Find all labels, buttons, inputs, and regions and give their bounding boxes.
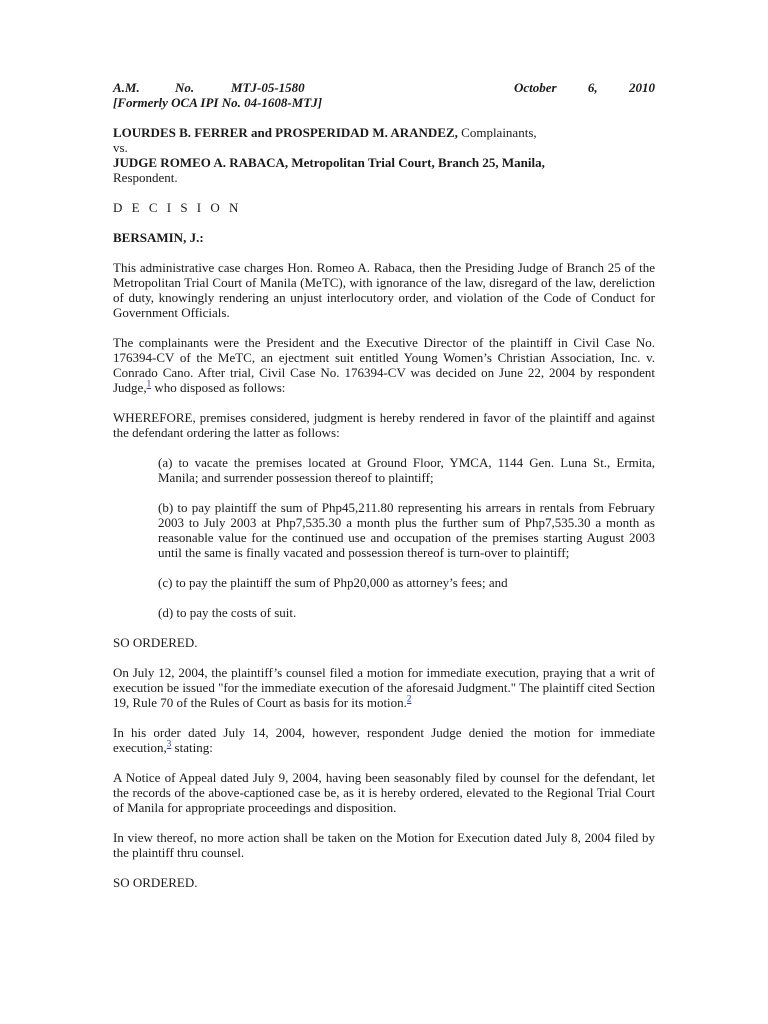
decision-date	[514, 80, 655, 95]
parties-block	[113, 125, 655, 185]
paragraph-2	[113, 335, 655, 395]
paragraph-wherefore: WHEREFORE, premises considered, judgment is hereby rendered in favor of the plaintiff and against the defendant ordering the latter as follows:	[113, 410, 655, 440]
dispositive-item-b: (b) to pay plaintiff the sum of Php45,211.80 representing his arrears in rentals from February 2003 to July 2003 at Php7,535.30 a month plus the further sum of Php7,535.30 a month as reasonable value for the continued use and occupation of the premises starting August 2003 until the same is finally vacated and possession thereof is turn-over to plaintiff;	[158, 500, 655, 560]
footnote-link-3[interactable]: 3	[166, 738, 172, 749]
paragraph-5-text: In his order dated July 14, 2004, however, respondent Judge denied the motion for immediate execution,	[113, 725, 655, 755]
no-label: No.	[175, 80, 195, 95]
paragraph-2-text: The complainants were the President and the Executive Director of the plaintiff in Civil Case No. 176394-CV of the MeTC, an ejectment suit entitled Young Women’s Christian Association, Inc. v. Conrado Cano. After trial, Civil Case No. 176394-CV was decided on June 22, 2004 by respondent Judge,	[113, 335, 655, 395]
decision-title: D E C I S I O N	[113, 200, 242, 215]
complainants-role: Complainants,	[457, 125, 537, 140]
formerly-case-number: [Formerly OCA IPI No. 04-1608-MTJ]	[113, 95, 323, 110]
paragraph-4	[113, 665, 655, 710]
am-label: A.M.	[113, 80, 140, 95]
paragraph-6: A Notice of Appeal dated July 9, 2004, having been seasonably filed by counsel for the defendant, let the records of the above-captioned case be, as it is hereby ordered, elevated to the Regional Trial Court of Manila for appropriate proceedings and disposition.	[113, 770, 655, 815]
dispositive-item-d: (d) to pay the costs of suit.	[158, 605, 297, 620]
date-month: October	[514, 80, 557, 95]
complainants-line	[113, 125, 655, 140]
date-day: 6,	[587, 80, 598, 95]
versus: vs.	[113, 140, 128, 155]
complainants-names: LOURDES B. FERRER and PROSPERIDAD M. ARANDEZ,	[113, 125, 458, 140]
respondent-role: Respondent.	[113, 170, 178, 185]
paragraph-1: This administrative case charges Hon. Romeo A. Rabaca, then the Presiding Judge of Branch 25 of the Metropolitan Trial Court of Manila (MeTC), with ignorance of the law, disregard of the law, dereliction of duty, knowingly rendering an unjust interlocutory order, and violation of the Code of Conduct for Government Officials.	[113, 260, 655, 320]
respondent-line	[113, 155, 655, 170]
paragraph-7: In view thereof, no more action shall be taken on the Motion for Execution dated July 8, 2004 filed by the plaintiff thru counsel.	[113, 830, 655, 860]
footnote-link-2[interactable]: 2	[406, 693, 412, 704]
date-year: 2010	[628, 80, 655, 95]
case-number-block	[113, 80, 305, 95]
paragraph-5-tail: stating:	[171, 740, 213, 755]
paragraph-5	[113, 725, 655, 755]
paragraph-2-tail: who disposed as follows:	[151, 380, 286, 395]
so-ordered-1: SO ORDERED.	[113, 635, 198, 650]
respondent-name: JUDGE ROMEO A. RABACA, Metropolitan Trial Court, Branch 25, Manila,	[113, 155, 545, 170]
case-header	[113, 80, 655, 95]
case-number: MTJ-05-1580	[231, 80, 305, 95]
so-ordered-2: SO ORDERED.	[113, 875, 198, 890]
ponente-name: BERSAMIN, J.:	[113, 230, 204, 245]
footnote-link-1[interactable]: 1	[146, 378, 152, 389]
ponente	[113, 230, 655, 245]
dispositive-item-a: (a) to vacate the premises located at Ground Floor, YMCA, 1144 Gen. Luna St., Ermita, Manila; and surrender possession thereof to plaintiff;	[158, 455, 655, 485]
paragraph-4-text: On July 12, 2004, the plaintiff’s counsel filed a motion for immediate execution, praying that a writ of execution be issued "for the immediate execution of the aforesaid Judgment." The plaintiff cited Section 19, Rule 70 of the Rules of Court as basis for its motion.	[113, 665, 655, 710]
dispositive-item-c: (c) to pay the plaintiff the sum of Php20,000 as attorney’s fees; and	[158, 575, 508, 590]
